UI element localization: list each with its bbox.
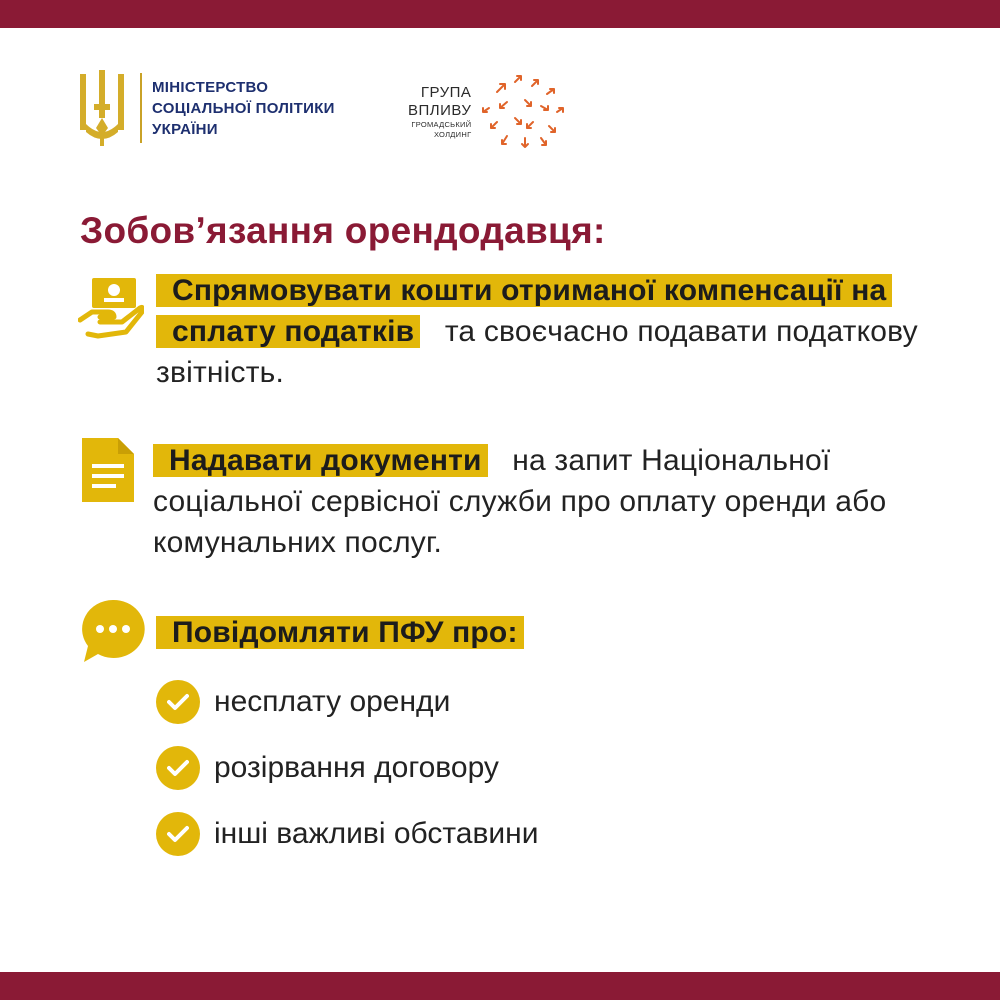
page-heading: Зобов’язання орендодавця: xyxy=(80,210,606,251)
ministry-logo xyxy=(76,70,335,146)
check-icon xyxy=(156,746,200,790)
check-icon xyxy=(156,680,200,724)
hand-money-icon xyxy=(78,276,144,340)
chat-bubble-icon xyxy=(80,598,146,664)
checklist-item-label: несплату оренди xyxy=(214,685,451,718)
checklist-item xyxy=(156,680,450,724)
group-logo xyxy=(408,72,567,152)
obligation-3-highlight: Повідомляти ПФУ про: xyxy=(156,616,524,649)
group-line-2: ВПЛИВУ xyxy=(408,102,472,119)
obligation-1 xyxy=(156,270,936,393)
logo-divider xyxy=(140,73,142,143)
checklist-item-label: інші важливі обставини xyxy=(214,817,539,850)
obligation-2-highlight: Надавати документи xyxy=(153,444,488,477)
checklist-item xyxy=(156,746,499,790)
obligation-1-highlight: Спрямовувати кошти отриманої компенсації на сплату податків xyxy=(156,274,892,348)
trident-icon xyxy=(76,70,128,146)
checklist-item-label: розірвання договору xyxy=(214,751,499,784)
arrows-cluster-icon xyxy=(477,72,567,152)
obligation-1-text: та своєчасно подавати податкову звітність. xyxy=(156,315,918,389)
obligation-3 xyxy=(156,612,856,653)
group-line-1: ГРУПА xyxy=(420,84,472,101)
ministry-line-2: СОЦІАЛЬНОЇ ПОЛІТИКИ xyxy=(152,99,335,117)
document-icon xyxy=(82,438,134,502)
bottom-bar xyxy=(0,972,1000,1000)
group-line-4: ХОЛДИНГ xyxy=(433,130,472,139)
obligation-2-text: на запит Національної соціальної сервісної служби про оплату оренди або комунальних послуг. xyxy=(153,444,887,559)
group-line-3: ГРОМАДСЬКИЙ xyxy=(411,120,472,129)
ministry-line-3: УКРАЇНИ xyxy=(152,120,218,138)
ministry-line-1: МІНІСТЕРСТВО xyxy=(152,78,269,96)
check-icon xyxy=(156,812,200,856)
top-bar xyxy=(0,0,1000,28)
obligation-2 xyxy=(153,440,943,563)
checklist-item xyxy=(156,812,539,856)
